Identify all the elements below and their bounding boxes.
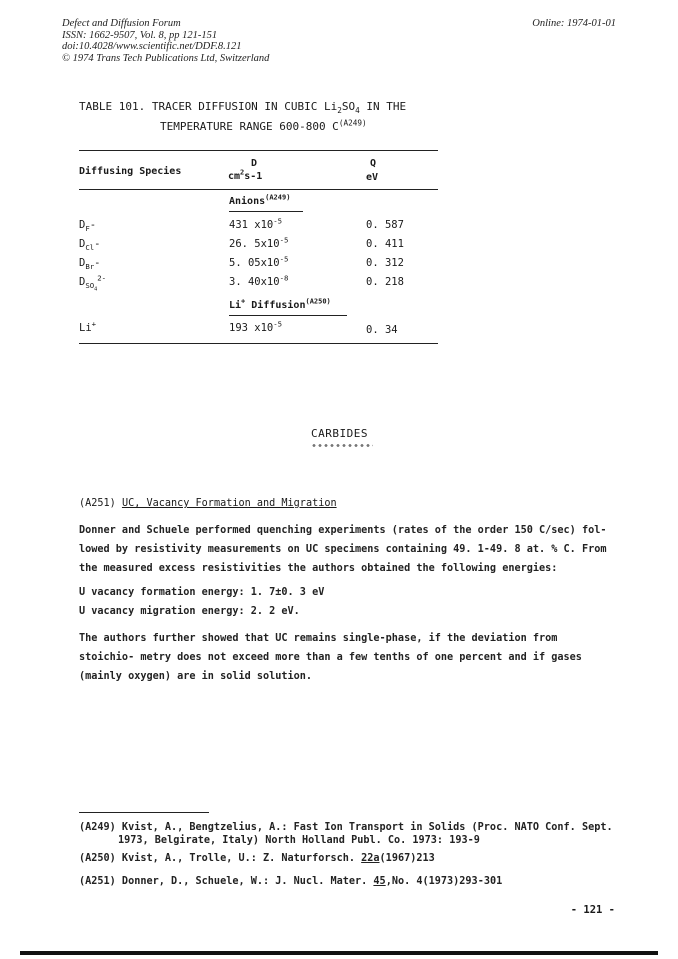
species: D — [79, 238, 86, 250]
d-exponent: -5 — [273, 319, 283, 329]
q-value: 0. 411 — [366, 238, 404, 250]
d-exponent: -5 — [279, 254, 289, 264]
table-title-line1 — [79, 100, 407, 116]
d-exponent: -5 — [279, 235, 289, 245]
species-charge: - — [94, 238, 101, 250]
table-row — [79, 273, 107, 293]
ref-text: (A251) Donner, D., Schuele, W.: J. Nucl. Mater. — [79, 876, 374, 887]
species-sub: Cl — [85, 243, 95, 253]
species: Li — [79, 322, 92, 334]
table-row — [79, 257, 101, 272]
subsection-title: UC, Vacancy Formation and Migration — [121, 498, 337, 509]
table-row — [79, 219, 97, 234]
species-charge: - — [89, 219, 97, 231]
col-header-species: Diffusing Species — [79, 166, 182, 177]
title-sup: (A249) — [338, 118, 367, 128]
unit-text: s-1 — [244, 171, 263, 182]
unit-sup: 2 — [240, 168, 245, 177]
title-text: IN THE — [359, 100, 407, 113]
d-mantissa: 26. 5x10 — [229, 238, 280, 250]
title-sub: 4 — [355, 106, 360, 116]
section-underline — [229, 315, 347, 316]
subsection-heading — [79, 498, 337, 509]
section-li-diffusion — [229, 297, 331, 311]
title-text: TEMPERATURE RANGE 600-800 C — [160, 120, 339, 133]
section-ref: (A250) — [305, 297, 331, 306]
title-text: TABLE 101. TRACER DIFFUSION IN CUBIC Li — [79, 100, 338, 113]
d-mantissa: 193 x10 — [229, 322, 274, 334]
ref-text: (1967)213 — [379, 853, 435, 864]
ref-text: ,No. 4(1973)293-301 — [385, 876, 503, 887]
journal-header — [62, 18, 269, 64]
d-value — [229, 216, 283, 231]
reference-a249: (A249) Kvist, A., Bengtzelius, A.: Fast Ion Transport in Solids (Proc. NATO Conf. Sept. — [79, 822, 613, 833]
title-text: SO — [341, 100, 356, 113]
paragraph-2: The authors further showed that UC remains single-phase, if the deviation from stoichio- metry does not exceed more than a few tenths of one percent and if gases (mainly oxygen) are in solid solution. — [79, 633, 582, 682]
d-value — [229, 319, 283, 334]
ref-text: (A250) Kvist, A., Trolle, U.: Z. Naturforsch. — [79, 853, 362, 864]
d-mantissa: 3. 40x10 — [229, 276, 280, 288]
d-exponent: -8 — [279, 273, 289, 283]
col-header-d: D — [251, 158, 258, 169]
energy-migration: U vacancy migration energy: 2. 2 eV. — [79, 606, 300, 617]
page-number: - 121 - — [570, 904, 615, 916]
species-charge: - — [94, 257, 101, 269]
d-mantissa: 5. 05x10 — [229, 257, 280, 269]
heading-underline-dots — [311, 444, 373, 447]
subsection-ref: (A251) — [79, 498, 122, 509]
reference-a251 — [79, 876, 502, 887]
d-value — [229, 235, 289, 250]
section-label: Diffusion — [245, 300, 306, 311]
d-exponent: -5 — [273, 216, 283, 226]
section-anions — [229, 193, 291, 207]
q-value: 0. 34 — [366, 324, 398, 336]
ref-volume: 45 — [373, 876, 386, 887]
energy-formation: U vacancy formation energy: 1. 7±0. 3 eV — [79, 587, 325, 598]
col-header-q: Q — [370, 158, 377, 169]
d-value — [229, 254, 289, 269]
table-top-rule — [79, 150, 438, 151]
section-sup: + — [241, 297, 246, 306]
section-heading: CARBIDES — [311, 427, 368, 440]
copyright-line: © 1974 Trans Tech Publications Ltd, Switzerland — [62, 52, 270, 64]
col-header-d-unit — [228, 168, 263, 182]
unit-text: cm — [228, 171, 241, 182]
online-date: Online: 1974-01-01 — [532, 18, 616, 29]
table-bottom-rule — [79, 343, 438, 344]
q-value: 0. 587 — [366, 219, 404, 231]
q-value: 0. 218 — [366, 276, 404, 288]
doi-line: doi:10.4028/www.scientific.net/DDF.8.121 — [62, 41, 242, 52]
section-ref: (A249) — [265, 193, 291, 202]
paragraph-1: Donner and Schuele performed quenching experiments (rates of the order 150 C/sec) fol- lowed by resistivity measurements on UC specimens containing 49. 1-49. 8 at. % C. From the measured excess resistivities the authors obtained the following energies: — [79, 525, 607, 574]
table-row — [79, 319, 97, 334]
d-value — [229, 273, 289, 288]
ref-volume: 22a — [361, 853, 380, 864]
table-row — [79, 238, 101, 253]
species: D — [79, 276, 86, 288]
species: D — [79, 257, 86, 269]
section-label: Anions — [229, 196, 266, 207]
footnote-rule — [79, 812, 209, 813]
section-underline — [229, 211, 303, 212]
species-charge: 2- — [97, 273, 107, 283]
table-header-rule — [79, 189, 438, 190]
species-charge: + — [91, 319, 97, 329]
table-title-line2 — [160, 120, 367, 133]
species-sub-text: SO — [85, 281, 95, 291]
species: D — [79, 219, 86, 231]
species-sub: F — [85, 224, 90, 234]
reference-a250 — [79, 853, 435, 864]
species-sub — [85, 281, 98, 293]
journal-name: Defect and Diffusion Forum — [62, 18, 181, 29]
d-mantissa: 431 x10 — [229, 219, 274, 231]
q-value: 0. 312 — [366, 257, 404, 269]
species-sub: Br — [85, 262, 95, 272]
issn-line: ISSN: 1662-9507, Vol. 8, pp 121-151 — [62, 29, 218, 41]
bottom-border — [20, 951, 658, 955]
title-sub: 2 — [337, 106, 342, 116]
species-sub2: 4 — [94, 286, 98, 293]
reference-a249-cont: 1973, Belgirate, Italy) North Holland Publ. Co. 1973: 193-9 — [118, 835, 480, 846]
section-label: Li — [229, 300, 242, 311]
col-header-q-unit: eV — [366, 172, 379, 183]
